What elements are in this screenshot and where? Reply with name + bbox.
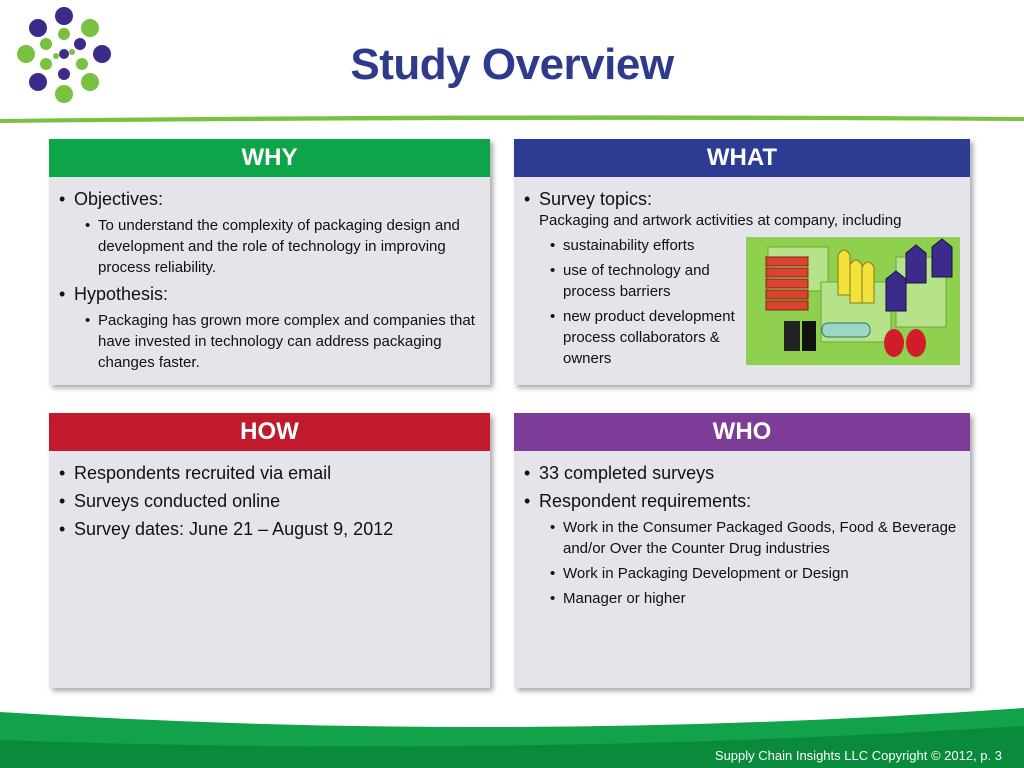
who-requirements-label: • Respondent requirements: [524,489,960,513]
how-item-recruitment: • Respondents recruited via email [59,461,480,485]
title-divider [0,114,1024,124]
footer-copyright: Supply Chain Insights LLC Copyright © 2012, p. 3 [714,748,1002,763]
how-heading: HOW [49,413,490,451]
what-item-product-development: • new product development process collaborators & owners [550,306,740,369]
why-heading: WHY [49,139,490,177]
hypothesis-label: • Hypothesis: [59,282,480,306]
hypothesis-item: • Packaging has grown more complex and companies that have invested in technology can address packaging changes faster. [85,310,480,373]
survey-topics-label: • Survey topics: [524,187,960,211]
who-completed: • 33 completed surveys [524,461,960,485]
objectives-label: • Objectives: [59,187,480,211]
what-item-technology: • use of technology and process barriers [550,260,740,302]
survey-topics-subtitle: Packaging and artwork activities at company, including [539,212,902,229]
how-panel [49,413,490,688]
what-heading: WHAT [514,139,970,177]
packaging-illustration [746,237,960,365]
how-item-online: • Surveys conducted online [59,489,480,513]
how-item-dates: • Survey dates: June 21 – August 9, 2012 [59,517,480,541]
what-panel [514,139,970,385]
why-panel [49,139,490,385]
objective-item: • To understand the complexity of packaging design and development and the role of technology in improving process reliability. [85,215,480,278]
who-requirement-level: • Manager or higher [550,588,960,609]
who-panel [514,413,970,688]
what-item-sustainability: • sustainability efforts [550,235,740,256]
slide-title: Study Overview [350,40,674,89]
who-requirement-industry: • Work in the Consumer Packaged Goods, Food & Beverage and/or Over the Counter Drug industries [550,517,960,559]
who-requirement-role: • Work in Packaging Development or Design [550,563,960,584]
who-heading: WHO [514,413,970,451]
